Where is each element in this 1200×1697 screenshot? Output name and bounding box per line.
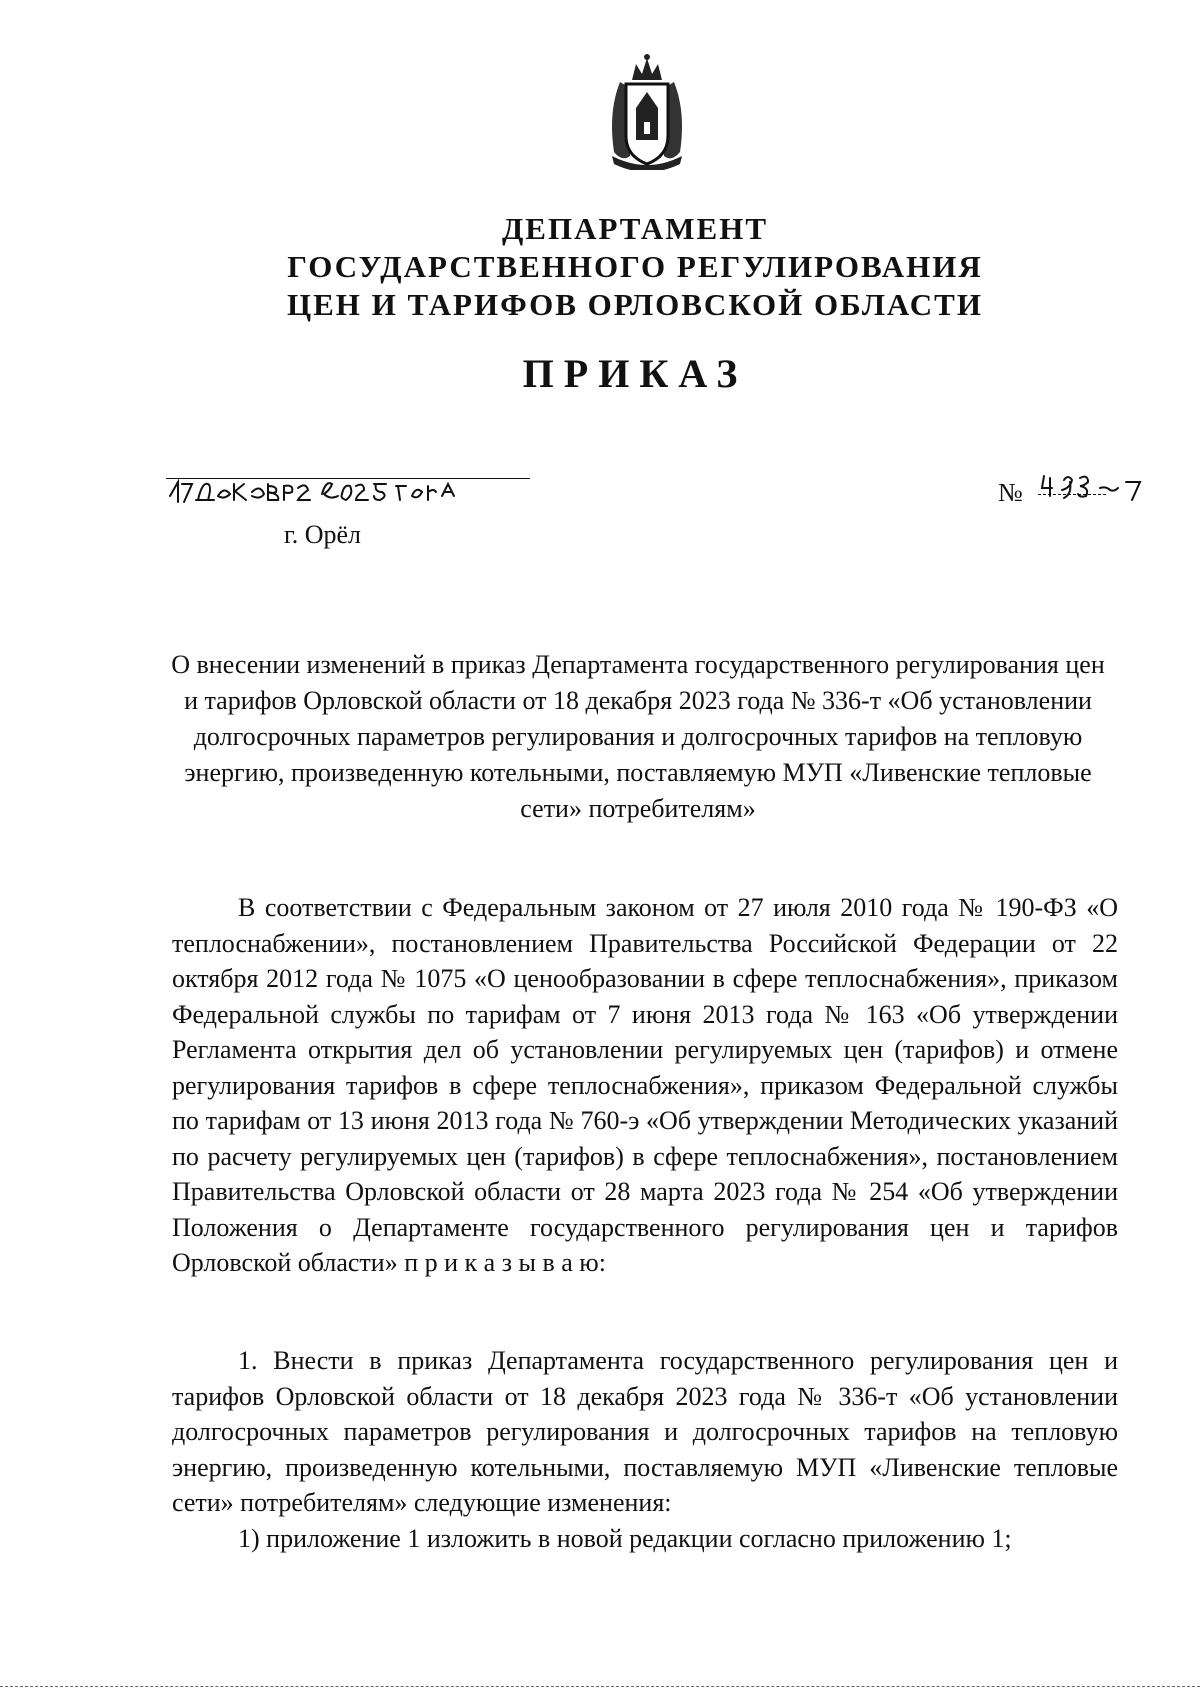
department-name bbox=[250, 210, 1020, 324]
point-1: 1. Внести в приказ Департамента государственного регулирования цен и тарифов Орловской области от 18 декабря 2023 года № 336-т «Об установлении долгосрочных параметров регулирования и долгосрочных тарифов на тепловую энергию, произведенную котельными, поставляемую МУП «Ливенские тепловые сети» потребителям» следующие изменения: bbox=[172, 1346, 1118, 1517]
preamble-text: В соответствии с Федеральным законом от 27 июля 2010 года № 190-ФЗ «О теплоснабжении», постановлением Правительства Российской Федерации от 22 октября 2012 года № 1075 «О ценообразовании в сфере теплоснабжения», приказом Федеральной службы по тарифам от 7 июня 2013 года № 163 «Об утверждении Регламента открытия дел об установлении регулируемых цен (тарифов) и отмене регулирования тарифов в сфере теплоснабжения», приказом Федеральной службы по тарифам от 13 июня 2013 года № 760-э «Об утверждении Методических указаний по расчету регулируемых цен (тарифов) в сфере теплоснабжения», постановлением Правительства Орловской области от 28 марта 2023 года № 254 «Об утверждении Положения о Департаменте государственного регулирования цен и тарифов Орловской области» bbox=[172, 893, 1118, 1277]
date-underline bbox=[166, 478, 530, 479]
decree-word: п р и к а з ы в а ю: bbox=[404, 1248, 606, 1277]
number-underline bbox=[1038, 494, 1106, 495]
preamble bbox=[172, 890, 1118, 1281]
city: г. Орёл bbox=[284, 520, 362, 549]
order-title: ПРИКАЗ bbox=[522, 351, 748, 396]
preamble-paragraph bbox=[172, 890, 1118, 1281]
page-bottom-scan-edge bbox=[0, 1686, 1200, 1687]
handwritten-number bbox=[1040, 472, 1152, 502]
order-points bbox=[172, 1343, 1118, 1556]
dept-line-3: ЦЕН И ТАРИФОВ ОРЛОВСКОЙ ОБЛАСТИ bbox=[287, 287, 983, 322]
coat-of-arms-emblem bbox=[602, 52, 692, 170]
order-subject: О внесении изменений в приказ Департамента государственного регулирования цен и тарифов Орловской области от 18 декабря 2023 года № 336-т «Об установлении долгосрочных параметров регулирования и долгосрочных тарифов на тепловую энергию, произведенную котельными, поставляемую МУП «Ливенские тепловые сети» потребителям» bbox=[171, 650, 1105, 823]
point-1-subitem-1: 1) приложение 1 изложить в новой редакции согласно приложению 1; bbox=[238, 1523, 1012, 1553]
number-label: № bbox=[998, 478, 1023, 507]
dept-line-2: ГОСУДАРСТВЕННОГО РЕГУЛИРОВАНИЯ bbox=[287, 249, 983, 284]
dept-line-1: ДЕПАРТАМЕНТ bbox=[501, 211, 769, 246]
